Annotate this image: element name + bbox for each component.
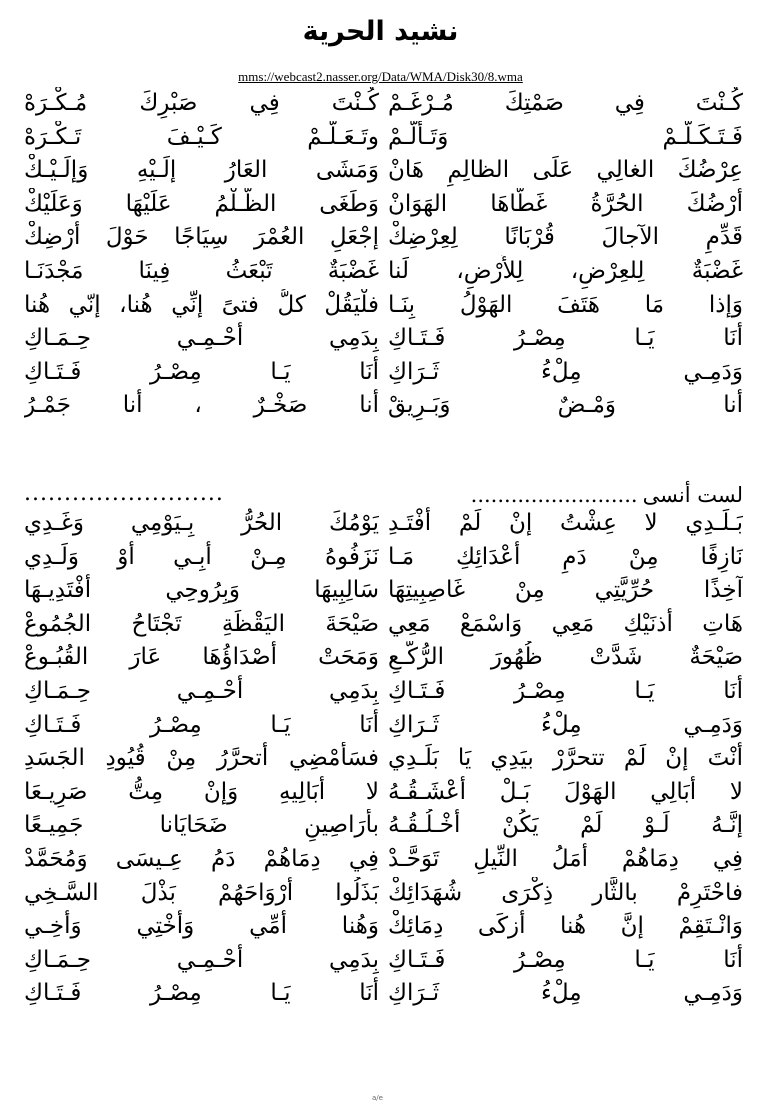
verse-line: أَنْتَ إنْ لَمْ تتحرَّرْ بيَدِي يَا بَلَـدِي — [388, 745, 743, 772]
page-title: نشيد الحرية — [302, 16, 459, 47]
verse-line: بِدَمِي أَحْـمِـي حِـمَـاكِ — [24, 946, 379, 973]
verse-line: هَاتِ أذنَيْكِ مَعِي وَاسْمَعْ مَعِي — [388, 610, 743, 637]
verse-line: نَزَفُوهُ مِـنْ أَبِـي أَوْ وَلَـدِي — [24, 543, 379, 570]
verse-line: لا أُبَالِيهِ وَإنْ مِتُّ صَرِيـعَا — [24, 778, 379, 805]
verse-line: بَذَلُوا أرْوَاحَهُمْ بَذْلَ السَّـخِي — [24, 879, 379, 906]
verse-line: فلْيَقُلْ كلُّ فتىً إنِّي هُنا، إنّي هُنا — [24, 291, 379, 318]
note-text: لست أنسى — [642, 483, 743, 507]
verse-line: بأَرَاصِينِ ضَحَايَانا جَمِيـعًا — [24, 812, 379, 839]
verse-line: صَيْحَةٌ شَدَّتْ ظُهُورَ الرُّكَّـعِ — [388, 644, 743, 671]
section2-left-column — [24, 507, 379, 1011]
verse-line: أَنَا يَـا مِصْـرُ فَـتَـاكِ — [24, 711, 379, 738]
verse-line: فسَأَمْضِي أتحرَّرُ مِنْ قُيُودِ الجَسَدِ — [24, 745, 379, 772]
verse-line: أَنا صَخْـرٌ ، أَنا جَمْـرُ — [24, 392, 379, 419]
verse-line: فَـتَـكَـلَّـمْ وَتَـأَلَّـمْ — [388, 123, 743, 150]
verse-line: وتَـعَـلَّـمْ كَـيْـفَ تَـكْـرَهْ — [24, 123, 379, 150]
verse-line: وَهُنا أُمِّي وَأُخْتِي وَأَخِـي — [24, 913, 379, 940]
verse-line: لا أُبَالِي الهَوْلَ بَـلْ أعْشَـقُـهُ — [388, 778, 743, 805]
verse-line: أَنَا يَـا مِصْـرُ فَـتَـاكِ — [388, 946, 743, 973]
verse-line: بَـلَـدِي لا عِشْتُ إنْ لَمْ أَفْتَـدِ — [388, 510, 743, 536]
verse-line: بِدَمِي أَحْـمِـي حِـمَـاكِ — [24, 677, 379, 704]
verse-line: وَدَمِـي مِلْءُ ثَـرَاكِ — [388, 358, 743, 385]
note-dots: ......................... — [470, 483, 638, 507]
verse-line: سَالِبِيهَا وَبِرُوحِي أَفْتَدِيـهَا — [24, 577, 379, 604]
verse-line: إنَّـهُ لَـوْ لَمْ يَكُنْ أَخْـلُـقُـهُ — [388, 812, 743, 839]
verse-line: وَطَغَى الظُّـلْمُ عَلَيْهَا وَعَلَيْكْ — [24, 190, 379, 217]
verse-line: أَنَا يَـا مِصْـرُ فَـتَـاكِ — [388, 677, 743, 704]
verse-line: فاحْتَرِمْ بالثَّار ذِكْرَى شُهَدَائِكْ — [388, 879, 743, 906]
verse-line: وَانْـتَقِمْ إنَّ هُنا أزكَى دِمَائِكْ — [388, 913, 743, 940]
verse-line: أَنَا يَـا مِصْـرُ فَـتَـاكِ — [24, 980, 379, 1007]
verse-line: أَنا وَمْـضٌ وَبَـرِيقْ — [388, 392, 743, 419]
verse-line: وَدَمِـي مِلْءُ ثَـرَاكِ — [388, 980, 743, 1007]
verse-line: أَنَا يَـا مِصْـرُ فَـتَـاكِ — [388, 325, 743, 352]
section1-left-column — [24, 87, 379, 423]
last-note — [471, 482, 743, 508]
separator-dots: ......................... — [24, 482, 224, 506]
verse-line: غَضْبَةٌ تَبْعَثُ فِينَا مَجْدَنَـا — [24, 257, 379, 284]
verse-line: قَدِّمِ الآجالَ قُرْبَانًا لِعِرْضِكْ — [388, 224, 743, 251]
verse-line: عِرْضُكَ الغالِي عَلَى الظالِمِ هَانْ — [388, 157, 743, 184]
source-link[interactable]: mms://webcast2.nasser.org/Data/WMA/Disk30/8.wma — [238, 69, 523, 84]
verse-line: فِي دِمَاهُمْ أَمَلُ النِّيلِ تَوَحَّـدْ — [388, 845, 743, 872]
verse-line: بِدَمِي أَحْـمِـي حِـمَـاكِ — [24, 325, 379, 352]
verse-line: وَمَحَتْ أَصْدَاؤُهَا عَارَ القُبُـوعْ — [24, 644, 379, 671]
verse-line: أَنَا يَـا مِصْـرُ فَـتَـاكِ — [24, 358, 379, 385]
verse-line: كُـنْتَ فِي صَمْتِكَ مُـرْغَـمْ — [388, 90, 743, 116]
verse-line: غَضْبَةٌ لِلعِرْضِ، لِلأَرْضِ، لَنا — [388, 257, 743, 284]
verse-line: وَإذا مَا هَتَفَ الهَوْلُ بِنَـا — [388, 291, 743, 318]
verse-line: أَرْضُكَ الحُرَّةُ غَطَّاهَا الهَوَانْ — [388, 190, 743, 217]
verse-line: وَمَشَى العَارُ إلَـيْهِ وَإلَـيْـكْ — [24, 157, 379, 184]
section2-right-column — [388, 507, 743, 1011]
verse-line: صَيْحَةَ اليَقْظَةِ تَجْتَاحُ الجُمُوعْ — [24, 610, 379, 637]
verse-line: نَازِفًا مِنْ دَمِ أعْدَائِكِ مَـا — [388, 543, 743, 570]
page-mark: a/e — [372, 1094, 383, 1102]
verse-line: إجْعَلِ العُمْرَ سِيَاجًا حَوْلَ أرْضِكْ — [24, 224, 379, 251]
verse-line: يَوْمُكَ الحُرُّ بِـيَوْمِي وَغَـدِي — [24, 510, 379, 536]
verse-line: كُـنْتَ فِي صَبْرِكَ مُـكْـرَهْ — [24, 90, 379, 116]
verse-line: وَدَمِـي مِلْءُ ثَـرَاكِ — [388, 711, 743, 738]
section1-right-column — [388, 87, 743, 423]
verse-line: فِي دِمَاهُمْ دَمُ عِـيسَى وَمُحَمَّدْ — [24, 845, 379, 872]
verse-line: آخِذًا حُرِّيَّتِي مِنْ غَاصِبِيتِهَا — [388, 577, 743, 604]
